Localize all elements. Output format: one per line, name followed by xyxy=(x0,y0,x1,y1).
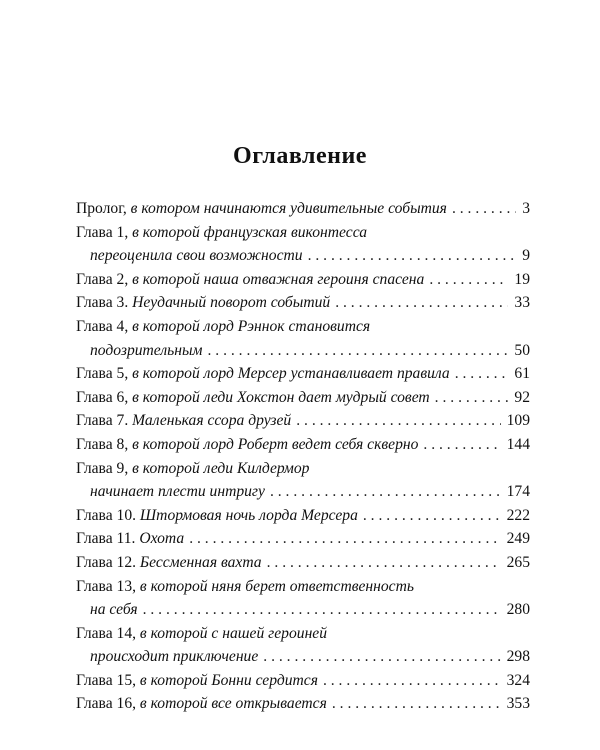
dot-leader xyxy=(423,436,500,454)
page-number: 61 xyxy=(514,365,530,383)
toc-entry xyxy=(76,436,530,460)
chapter-title-cont: происходит приключение xyxy=(90,648,259,666)
chapter-label: Глава 3. xyxy=(76,294,129,312)
page-number: 249 xyxy=(506,530,530,548)
toc-entry-continuation xyxy=(76,247,530,271)
chapter-label: Глава 14, xyxy=(76,624,137,642)
dot-leader xyxy=(455,365,509,383)
toc-entry xyxy=(76,695,530,719)
page-number: 3 xyxy=(522,200,530,217)
dot-leader xyxy=(335,294,508,312)
chapter-title: в которой леди Хокстон дает мудрый совет xyxy=(132,388,430,406)
dot-leader xyxy=(296,412,500,430)
chapter-title-cont: на себя xyxy=(90,601,138,619)
chapter-title: в которой няня берет ответственность xyxy=(139,577,414,595)
toc-entry-continuation xyxy=(76,342,530,366)
chapter-title: в которой лорд Роберт ведет себя скверно xyxy=(132,435,419,453)
toc-entry xyxy=(76,389,530,413)
toc-entry xyxy=(76,271,530,295)
chapter-title-cont: начинает плести интригу xyxy=(90,483,265,501)
table-of-contents xyxy=(76,200,530,719)
dot-leader xyxy=(308,247,517,265)
dot-leader xyxy=(267,554,501,572)
chapter-label: Глава 10. xyxy=(76,506,137,524)
toc-entry xyxy=(76,554,530,578)
chapter-label: Глава 16, xyxy=(76,695,137,713)
chapter-title: в котором начинаются удивительные события xyxy=(130,200,447,217)
toc-entry xyxy=(76,318,530,342)
chapter-title: в которой Бонни сердится xyxy=(139,671,318,689)
chapter-title: Неудачный поворот событий xyxy=(132,294,331,312)
chapter-title: в которой с нашей героиней xyxy=(139,624,328,642)
page-number: 92 xyxy=(514,388,530,406)
dot-leader xyxy=(323,672,501,690)
chapter-label: Глава 11. xyxy=(76,530,136,548)
chapter-title: Маленькая ссора друзей xyxy=(132,412,292,430)
chapter-label: Глава 7. xyxy=(76,412,129,430)
dot-leader xyxy=(429,271,508,289)
chapter-title: Штормовая ночь лорда Мерсера xyxy=(139,506,358,524)
toc-entry xyxy=(76,365,530,389)
toc-entry xyxy=(76,530,530,554)
chapter-title-cont: подозрительным xyxy=(90,341,203,359)
toc-entry xyxy=(76,224,530,248)
dot-leader xyxy=(332,695,501,713)
chapter-label: Глава 15, xyxy=(76,671,137,689)
toc-entry-continuation xyxy=(76,601,530,625)
chapter-title: в которой леди Килдермор xyxy=(132,459,310,477)
dot-leader xyxy=(452,200,516,218)
chapter-title: в которой французская виконтесса xyxy=(132,223,368,241)
chapter-label: Глава 9, xyxy=(76,459,129,477)
dot-leader xyxy=(435,389,509,407)
chapter-label: Глава 6, xyxy=(76,388,129,406)
toc-entry-continuation xyxy=(76,483,530,507)
chapter-label: Глава 4, xyxy=(76,317,129,335)
chapter-label: Глава 2, xyxy=(76,270,129,288)
toc-entry xyxy=(76,294,530,318)
page-number: 280 xyxy=(506,601,530,619)
page-number: 265 xyxy=(506,553,530,571)
chapter-label: Глава 8, xyxy=(76,435,129,453)
chapter-title: Охота xyxy=(139,530,185,548)
chapter-label: Глава 1, xyxy=(76,223,129,241)
page-number: 144 xyxy=(506,435,530,453)
toc-entry xyxy=(76,460,530,484)
toc-entry xyxy=(76,200,530,224)
page-number: 353 xyxy=(506,695,530,713)
toc-entry xyxy=(76,578,530,602)
page-number: 298 xyxy=(506,648,530,666)
page-number: 33 xyxy=(514,294,530,312)
page-number: 324 xyxy=(506,671,530,689)
toc-entry xyxy=(76,507,530,531)
chapter-title: Бессменная вахта xyxy=(139,553,262,571)
dot-leader xyxy=(207,342,508,360)
chapter-label: Глава 12. xyxy=(76,553,137,571)
page-number: 222 xyxy=(506,506,530,524)
toc-entry-continuation xyxy=(76,648,530,672)
chapter-label: Глава 5, xyxy=(76,365,129,383)
toc-entry xyxy=(76,625,530,649)
chapter-title-cont: переоценила свои возможности xyxy=(90,247,303,265)
chapter-title: в которой все открывается xyxy=(139,695,327,713)
page-number: 9 xyxy=(522,247,530,265)
chapter-title: в которой наша отважная героиня спасена xyxy=(132,270,425,288)
page-number: 50 xyxy=(514,341,530,359)
page-title: Оглавление xyxy=(233,143,367,169)
page-number: 109 xyxy=(506,412,530,430)
chapter-label: Пролог, xyxy=(76,200,127,217)
chapter-label: Глава 13, xyxy=(76,577,137,595)
dot-leader xyxy=(143,601,501,619)
toc-entry xyxy=(76,412,530,436)
chapter-title: в которой лорд Мерсер устанавливает правила xyxy=(132,365,450,383)
chapter-title: в которой лорд Рэннок становится xyxy=(132,317,371,335)
dot-leader xyxy=(263,648,500,666)
page-number: 174 xyxy=(506,483,530,501)
dot-leader xyxy=(363,507,501,525)
page-number: 19 xyxy=(514,270,530,288)
toc-entry xyxy=(76,672,530,696)
dot-leader xyxy=(270,483,501,501)
dot-leader xyxy=(189,530,500,548)
